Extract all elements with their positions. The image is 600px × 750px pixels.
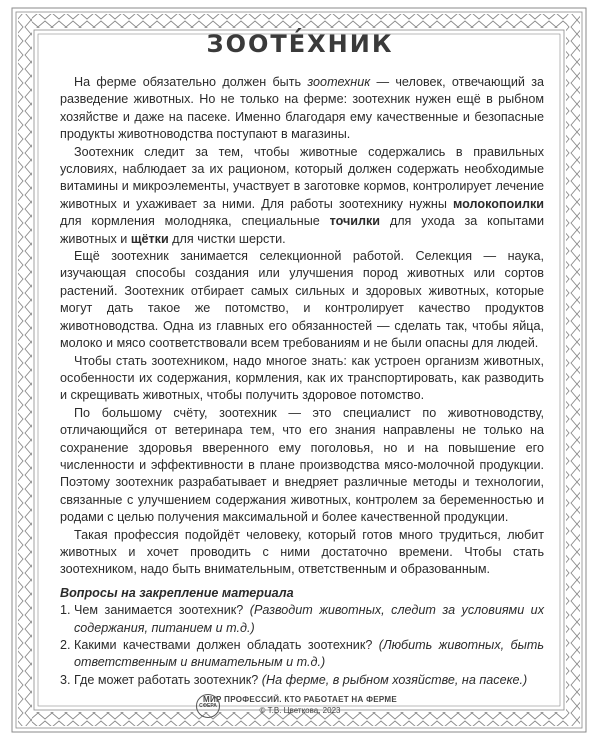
duties-text: Зоотехник следит за тем, чтобы животные содержались в правильных условиях, наблюдает за их рационом, который должен содержать необходимые витамины и микроэлементы, участвует в заготовке кормов, контролирует лечение животных и ухаживает за ними. Для работы зоотехнику нужны: [60, 144, 544, 211]
question-answer: (Любить животных, быть ответственным и внимательным и т.д.): [74, 638, 544, 670]
question-text: Какими качествами должен обладать зоотехник?: [74, 638, 379, 652]
paragraph-specialist: По большому счёту, зоотехник — это специалист по животноводству, отличающийся от ветеринара тем, что его знания направлены не только на сохранение здоровья вверенного ему поголовья, но и на повышение его численности и эффективности в плане производства мясо-молочной продукции. Поэтому зоотехник разрабатывает и внедряет различные методы и технологии, связанные с улучшением содержания животных, контролем за беременностью и родами с целью получения максимальной и более качественной продукции.: [60, 405, 544, 525]
question-text: Где может работать зоотехник?: [74, 672, 262, 687]
questions-heading: Вопросы на закрепление материала: [60, 585, 294, 600]
paragraph-intro: [60, 74, 544, 144]
page-footer: [0, 695, 600, 715]
publisher-logo-icon: СФЕРА: [196, 694, 220, 718]
question-number: 1.: [60, 603, 71, 618]
question-answer: (Разводит животных, следит за условиями их содержания, питанием и т.д.): [74, 603, 544, 635]
duties-text-3: для ухода за копытами животных и: [60, 214, 544, 246]
paragraph-knowledge: Чтобы стать зоотехником, надо многое знать: как устроен организм животных, особенности их содержания, кормления, как их транспортировать, как разводить и скрещивать животных, чтобы получить здоровое потомство.: [60, 353, 544, 403]
question-item: [60, 602, 544, 637]
question-answer: (На ферме, в рыбном хозяйстве, на пасеке.): [261, 672, 528, 687]
intro-term: зоотехник: [307, 75, 371, 89]
question-number: 2.: [60, 638, 71, 652]
page-title: ЗООТЕ́ХНИК: [206, 30, 394, 58]
intro-text: На ферме обязательно должен быть: [74, 75, 302, 89]
duties-text-2: для кормления молодняка, специальные: [60, 214, 330, 229]
paragraph-suitability: Такая профессия подойдёт человеку, который готов много трудиться, любит животных и хочет проводить с ними достаточно времени. Чтобы стать зоотехником, надо быть внимательным, ответственным и образованным.: [60, 527, 544, 577]
paragraph-selection: Ещё зоотехник занимается селекционной работой. Селекция — наука, изучающая способы создания или улучшения пород животных или сортов растений. Зоотехник отбирает самых сильных и здоровых животных, которые могут дать такое же потомство, и контролирует качество продуктов животноводства. Одна из главных его обязанностей — сделать так, чтобы яйца, молоко и мясо соответствовали всем требованиям и не были опасны для людей.: [60, 249, 544, 351]
duties-text-4: для чистки шерсти.: [168, 231, 286, 246]
term-milk-feeders: молокопоилки: [453, 196, 544, 211]
paragraph-duties: [60, 144, 544, 248]
copyright: © Т.В. Цветкова, 2023: [259, 706, 341, 715]
question-item: [60, 637, 544, 672]
questions-list: [60, 602, 544, 689]
question-number: 3.: [60, 672, 71, 687]
article-body: [60, 74, 544, 689]
term-hoof-trimmers: точилки: [329, 214, 381, 229]
question-text: Чем занимается зоотехник?: [74, 603, 250, 618]
term-brushes: щётки: [130, 231, 169, 246]
intro-rest: — человек, отвечающий за разведение животных. Но не только на ферме: зоотехник нужен ещё в рыбном хозяйстве и даже на пасеке. Именно благодаря ему качественные и безопасные продукты животноводства поступают в магазины.: [60, 75, 544, 142]
question-item: [60, 672, 544, 689]
series-title: МИР ПРОФЕССИЙ. КТО РАБОТАЕТ НА ФЕРМЕ: [202, 695, 397, 704]
